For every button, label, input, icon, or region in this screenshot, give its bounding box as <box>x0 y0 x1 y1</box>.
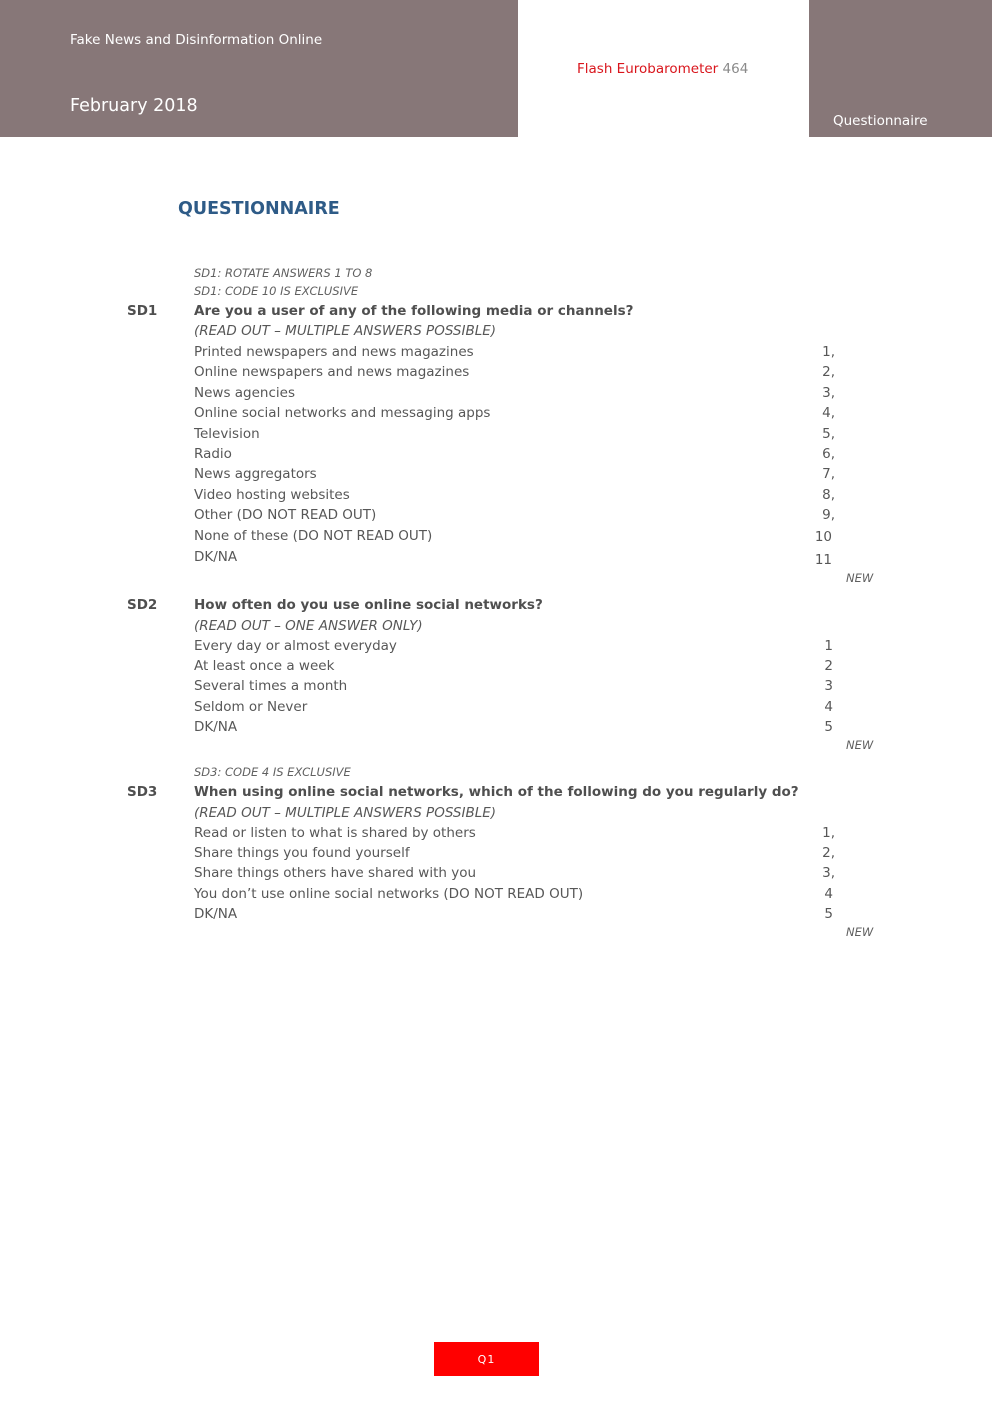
report-date: February 2018 <box>70 96 198 116</box>
answer-label: Share things you found yourself <box>194 845 410 861</box>
answer-code: 2, <box>822 845 835 861</box>
page-title: QUESTIONNAIRE <box>178 199 340 219</box>
answer-label: Read or listen to what is shared by others <box>194 825 476 841</box>
new-tag: NEW <box>846 925 874 939</box>
question-id: SD1 <box>127 303 158 319</box>
routing-note: SD3: CODE 4 IS EXCLUSIVE <box>194 765 351 779</box>
survey-number: 464 <box>722 61 749 77</box>
answer-label: Online social networks and messaging apps <box>194 405 491 421</box>
answer-code: 7, <box>822 466 835 482</box>
question-text: When using online social networks, which of the following do you regularly do? <box>194 784 799 800</box>
question-id: SD2 <box>127 597 158 613</box>
answer-code: 3, <box>822 865 835 881</box>
section-label: Questionnaire <box>833 113 928 129</box>
answer-label: Several times a month <box>194 678 348 694</box>
answer-label: At least once a week <box>194 658 335 674</box>
answer-code: 9, <box>822 507 835 523</box>
answer-label: DK/NA <box>194 906 238 922</box>
answer-code: 11 <box>814 552 832 568</box>
routing-note: SD1: ROTATE ANSWERS 1 TO 8 <box>194 266 373 280</box>
answer-label: None of these (DO NOT READ OUT) <box>194 528 433 544</box>
answer-code: 10 <box>814 529 832 545</box>
question-id: SD3 <box>127 784 158 800</box>
answer-code: 5, <box>822 426 835 442</box>
answer-label: Video hosting websites <box>194 487 350 503</box>
answer-code: 3 <box>824 678 833 694</box>
answer-code: 1, <box>822 825 835 841</box>
question-instruction: (READ OUT – MULTIPLE ANSWERS POSSIBLE) <box>194 805 497 821</box>
answer-label: DK/NA <box>194 719 238 735</box>
new-tag: NEW <box>846 571 874 585</box>
answer-code: 5 <box>824 906 833 922</box>
answer-label: Online newspapers and news magazines <box>194 364 470 380</box>
answer-code: 1 <box>824 638 833 654</box>
answer-label: News aggregators <box>194 466 317 482</box>
answer-code: 8, <box>822 487 835 503</box>
header-band-right <box>809 0 992 137</box>
answer-code: 3, <box>822 385 835 401</box>
survey-name <box>577 61 748 77</box>
question-text: How often do you use online social networks? <box>194 597 543 613</box>
answer-code: 6, <box>822 446 835 462</box>
answer-code: 4, <box>822 405 835 421</box>
new-tag: NEW <box>846 738 874 752</box>
question-text: Are you a user of any of the following media or channels? <box>194 303 634 319</box>
answer-code: 4 <box>824 699 833 715</box>
answer-label: You don’t use online social networks (DO NOT READ OUT) <box>194 886 584 902</box>
survey-brand: Flash Eurobarometer <box>577 61 719 77</box>
answer-label: News agencies <box>194 385 295 401</box>
report-title: Fake News and Disinformation Online <box>70 32 323 48</box>
question-instruction: (READ OUT – ONE ANSWER ONLY) <box>194 618 423 634</box>
answer-code: 2 <box>824 658 833 674</box>
question-instruction: (READ OUT – MULTIPLE ANSWERS POSSIBLE) <box>194 323 497 339</box>
answer-label: Printed newspapers and news magazines <box>194 344 474 360</box>
header-band-left <box>0 0 518 137</box>
answer-code: 1, <box>822 344 835 360</box>
answer-label: Share things others have shared with you <box>194 865 477 881</box>
answer-code: 5 <box>824 719 833 735</box>
answer-label: Seldom or Never <box>194 699 308 715</box>
routing-note: SD1: CODE 10 IS EXCLUSIVE <box>194 284 359 298</box>
page-number-badge: Q1 <box>434 1342 539 1376</box>
answer-label: DK/NA <box>194 549 238 565</box>
answer-label: Every day or almost everyday <box>194 638 397 654</box>
answer-label: Television <box>194 426 260 442</box>
answer-label: Other (DO NOT READ OUT) <box>194 507 377 523</box>
answer-code: 2, <box>822 364 835 380</box>
answer-code: 4 <box>824 886 833 902</box>
answer-label: Radio <box>194 446 232 462</box>
